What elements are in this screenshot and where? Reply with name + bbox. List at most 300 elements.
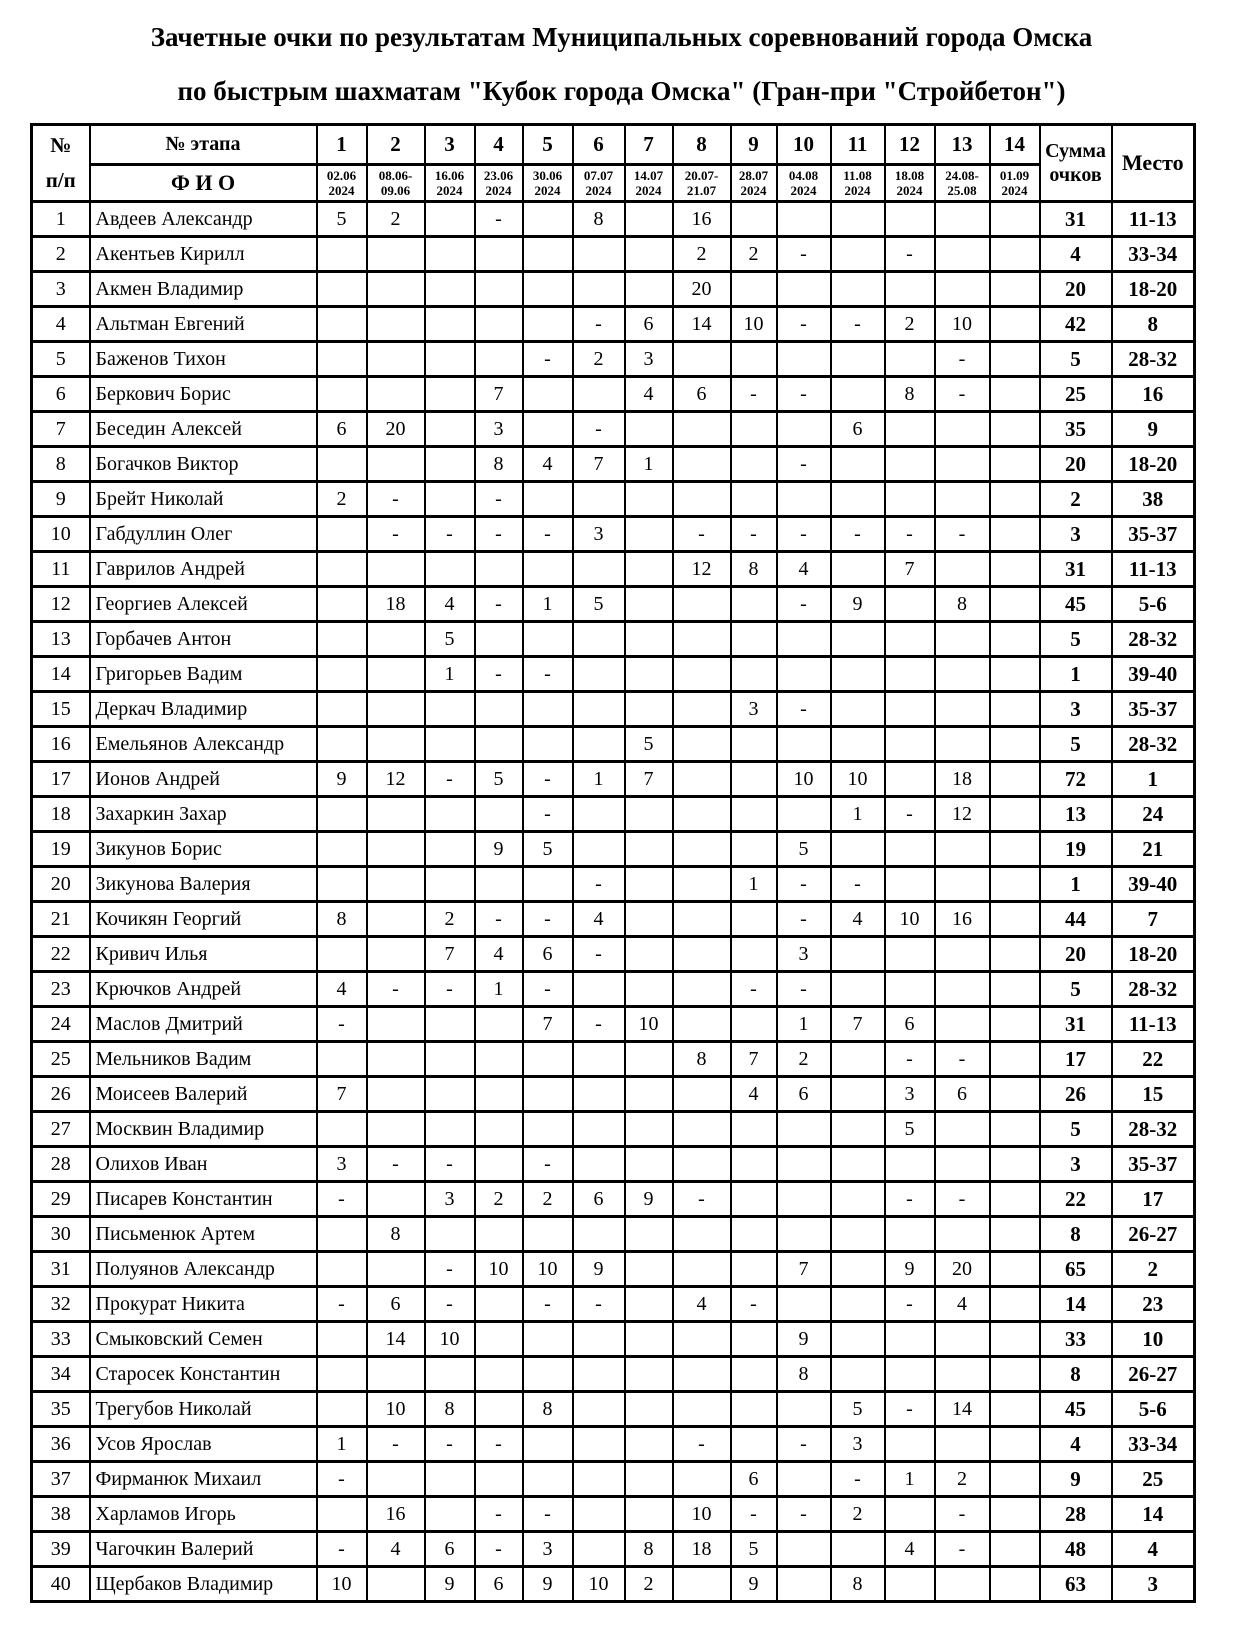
score-cell [573,552,625,587]
header-row-dates [32,165,1195,202]
score-cell: 3 [425,1182,475,1217]
score-cell: 9 [425,1567,475,1602]
score-cell [731,727,777,762]
score-cell [573,622,625,657]
place-cell: 2 [1112,1252,1195,1287]
score-cell: 18 [367,587,425,622]
score-cell [523,307,573,342]
score-cell: 7 [625,762,673,797]
score-cell [777,657,831,692]
row-number-cell: 39 [32,1532,90,1567]
score-cell: 4 [935,1287,990,1322]
score-cell [425,867,475,902]
row-number-cell: 33 [32,1322,90,1357]
score-cell [831,692,885,727]
score-cell [523,1357,573,1392]
score-cell: 10 [425,1322,475,1357]
player-name-cell: Смыковский Семен [90,1322,317,1357]
score-cell: - [731,517,777,552]
table-row [32,832,1195,867]
score-cell: 8 [367,1217,425,1252]
score-cell: - [425,1147,475,1182]
score-cell [625,832,673,867]
score-cell: - [425,1287,475,1322]
score-cell [523,1462,573,1497]
score-cell [425,377,475,412]
score-cell [885,587,935,622]
score-cell: 5 [731,1532,777,1567]
score-cell [367,447,425,482]
table-row [32,412,1195,447]
score-cell [990,1322,1040,1357]
score-cell [425,307,475,342]
score-cell: 14 [935,1392,990,1427]
stage-number-header: 9 [731,125,777,165]
place-cell: 39-40 [1112,867,1195,902]
score-cell: 7 [475,377,523,412]
player-name-cell: Писарев Константин [90,1182,317,1217]
score-cell [831,1147,885,1182]
score-cell [990,1252,1040,1287]
place-cell: 18-20 [1112,272,1195,307]
score-cell [425,1462,475,1497]
score-cell [317,1497,367,1532]
score-cell: - [777,692,831,727]
score-cell [831,1077,885,1112]
score-cell: 9 [731,1567,777,1602]
row-number-cell: 27 [32,1112,90,1147]
score-cell: 8 [777,1357,831,1392]
place-cell: 8 [1112,307,1195,342]
score-cell [935,237,990,272]
score-cell: - [935,1182,990,1217]
score-cell [573,1217,625,1252]
score-cell: 16 [935,902,990,937]
score-cell [990,1042,1040,1077]
score-cell: - [777,447,831,482]
score-cell [425,272,475,307]
score-cell [573,692,625,727]
score-cell [625,1427,673,1462]
score-cell: 4 [625,377,673,412]
score-cell [573,1392,625,1427]
row-number-cell: 19 [32,832,90,867]
place-cell: 11-13 [1112,1007,1195,1042]
score-cell [523,202,573,237]
score-cell [475,1392,523,1427]
table-row [32,1462,1195,1497]
row-number-cell: 24 [32,1007,90,1042]
table-row [32,867,1195,902]
table-row [32,797,1195,832]
table-row [32,727,1195,762]
score-cell [673,1322,731,1357]
score-cell: - [935,377,990,412]
score-cell: - [475,657,523,692]
score-cell: - [777,867,831,902]
stage-number-header: 14 [990,125,1040,165]
score-cell: 4 [731,1077,777,1112]
score-cell [475,1322,523,1357]
score-cell [673,797,731,832]
score-cell [317,237,367,272]
player-name-cell: Мельников Вадим [90,1042,317,1077]
score-cell [990,237,1040,272]
score-cell [831,622,885,657]
table-row [32,1182,1195,1217]
score-cell [673,692,731,727]
score-cell: 2 [673,237,731,272]
stage-date-header: 28.07 2024 [731,165,777,202]
stage-date-header: 11.08 2024 [831,165,885,202]
score-cell [990,972,1040,1007]
score-cell: 5 [625,727,673,762]
score-cell: - [317,1287,367,1322]
score-cell: - [573,412,625,447]
score-cell: 1 [625,447,673,482]
score-cell: 20 [935,1252,990,1287]
place-cell: 11-13 [1112,552,1195,587]
place-cell: 28-32 [1112,342,1195,377]
score-cell: 4 [831,902,885,937]
table-row [32,1252,1195,1287]
score-cell [990,937,1040,972]
score-cell [573,797,625,832]
row-number-cell: 37 [32,1462,90,1497]
table-row [32,1077,1195,1112]
score-cell [731,1427,777,1462]
score-cell [523,1112,573,1147]
score-cell: 10 [317,1567,367,1602]
score-cell: 8 [731,552,777,587]
score-cell: - [573,867,625,902]
stage-number-header: 8 [673,125,731,165]
score-cell [317,272,367,307]
row-number-cell: 40 [32,1567,90,1602]
score-cell: 6 [367,1287,425,1322]
player-name-cell: Фирманюк Михаил [90,1462,317,1497]
score-cell [885,272,935,307]
place-cell: 5-6 [1112,1392,1195,1427]
score-cell [475,1147,523,1182]
score-cell [731,1007,777,1042]
score-cell: 1 [777,1007,831,1042]
score-cell [475,1462,523,1497]
score-cell [573,482,625,517]
row-number-cell: 6 [32,377,90,412]
player-name-cell: Щербаков Владимир [90,1567,317,1602]
score-cell [731,482,777,517]
score-cell [673,1112,731,1147]
score-cell [523,1042,573,1077]
score-cell: 6 [625,307,673,342]
score-cell: 1 [317,1427,367,1462]
stage-date-header: 23.06 2024 [475,165,523,202]
place-cell: 28-32 [1112,972,1195,1007]
score-cell: - [475,1427,523,1462]
score-cell: 6 [673,377,731,412]
results-table [30,123,1196,1603]
score-cell [831,1287,885,1322]
score-cell [367,307,425,342]
player-name-cell: Москвин Владимир [90,1112,317,1147]
score-cell: 5 [573,587,625,622]
score-cell [573,1497,625,1532]
score-cell [935,1357,990,1392]
player-name-cell: Письменюк Артем [90,1217,317,1252]
sum-cell: 31 [1040,552,1112,587]
score-cell: - [317,1007,367,1042]
sum-cell: 33 [1040,1322,1112,1357]
score-cell [475,692,523,727]
score-cell [573,727,625,762]
score-cell [990,1357,1040,1392]
score-cell [625,902,673,937]
score-cell [673,622,731,657]
player-name-cell: Крючков Андрей [90,972,317,1007]
score-cell [885,1497,935,1532]
table-row [32,657,1195,692]
score-cell [625,412,673,447]
place-cell: 21 [1112,832,1195,867]
row-number-cell: 12 [32,587,90,622]
score-cell [317,1357,367,1392]
score-cell: 8 [475,447,523,482]
score-cell [990,272,1040,307]
score-cell: 10 [523,1252,573,1287]
score-cell [625,587,673,622]
stage-number-header: 12 [885,125,935,165]
score-cell [990,622,1040,657]
sum-cell: 45 [1040,1392,1112,1427]
score-cell [990,482,1040,517]
place-cell: 1 [1112,762,1195,797]
stage-number-header: 1 [317,125,367,165]
score-cell [573,1427,625,1462]
table-row [32,447,1195,482]
score-cell: 2 [885,307,935,342]
score-cell [990,902,1040,937]
score-cell: 4 [885,1532,935,1567]
score-cell: 5 [425,622,475,657]
score-cell [885,622,935,657]
score-cell [523,1217,573,1252]
score-cell [831,482,885,517]
score-cell [885,1217,935,1252]
score-cell: 4 [425,587,475,622]
place-cell: 22 [1112,1042,1195,1077]
score-cell [731,1217,777,1252]
row-number-cell: 5 [32,342,90,377]
score-cell: 2 [475,1182,523,1217]
score-cell [731,902,777,937]
score-cell [475,1357,523,1392]
score-cell: - [475,1532,523,1567]
table-row [32,1392,1195,1427]
table-row [32,202,1195,237]
score-cell [317,1252,367,1287]
score-cell: 10 [475,1252,523,1287]
score-cell [367,1567,425,1602]
place-cell: 23 [1112,1287,1195,1322]
score-cell: 9 [625,1182,673,1217]
score-cell: - [777,1497,831,1532]
score-cell [367,622,425,657]
score-cell: - [731,377,777,412]
score-cell [367,1252,425,1287]
player-name-cell: Георгиев Алексей [90,587,317,622]
score-cell [885,1322,935,1357]
score-cell [731,1357,777,1392]
score-cell [425,1357,475,1392]
score-cell [935,1217,990,1252]
score-cell [935,867,990,902]
table-row [32,517,1195,552]
score-cell [367,1007,425,1042]
score-cell: - [475,902,523,937]
stage-number-header: 6 [573,125,625,165]
score-cell: 4 [673,1287,731,1322]
player-name-cell: Ионов Андрей [90,762,317,797]
sum-cell: 17 [1040,1042,1112,1077]
player-name-cell: Альтман Евгений [90,307,317,342]
table-row [32,342,1195,377]
score-cell [935,727,990,762]
score-cell [885,447,935,482]
score-cell: - [885,1392,935,1427]
score-cell: 6 [831,412,885,447]
score-cell: - [425,1427,475,1462]
score-cell: 7 [425,937,475,972]
score-cell [831,202,885,237]
sum-header-line1: Сумма [1045,140,1106,162]
score-cell: 8 [935,587,990,622]
score-cell: 5 [317,202,367,237]
score-cell [625,1112,673,1147]
score-cell [935,1322,990,1357]
player-name-cell: Харламов Игорь [90,1497,317,1532]
stage-date-header: 18.08 2024 [885,165,935,202]
score-cell: 9 [475,832,523,867]
row-number-cell: 20 [32,867,90,902]
score-cell: 8 [425,1392,475,1427]
player-name-cell: Полуянов Александр [90,1252,317,1287]
score-cell: 3 [885,1077,935,1112]
score-cell [831,937,885,972]
score-cell [831,552,885,587]
sum-cell: 3 [1040,692,1112,727]
score-cell: - [475,517,523,552]
score-cell [990,552,1040,587]
stage-date-header: 08.06- 09.06 [367,165,425,202]
score-cell [935,972,990,1007]
score-cell [317,1217,367,1252]
score-cell: - [573,1287,625,1322]
score-cell: - [523,797,573,832]
player-name-cell: Горбачев Антон [90,622,317,657]
score-cell: - [935,517,990,552]
score-cell [673,727,731,762]
sum-cell: 28 [1040,1497,1112,1532]
score-cell [625,1042,673,1077]
score-cell [367,1077,425,1112]
row-number-cell: 9 [32,482,90,517]
score-cell: 7 [885,552,935,587]
score-cell [990,1217,1040,1252]
score-cell: - [523,517,573,552]
score-cell: - [777,307,831,342]
stage-date-header: 01.09 2024 [990,165,1040,202]
score-cell [317,342,367,377]
score-cell [367,867,425,902]
stage-label-header: № этапа [90,125,317,165]
score-cell [625,1287,673,1322]
score-cell [731,1112,777,1147]
score-cell [317,1042,367,1077]
place-cell: 33-34 [1112,1427,1195,1462]
score-cell: - [425,762,475,797]
score-cell [831,1322,885,1357]
stage-number-header: 5 [523,125,573,165]
score-cell [935,1112,990,1147]
score-cell [673,972,731,1007]
place-cell: 15 [1112,1077,1195,1112]
place-cell: 3 [1112,1567,1195,1602]
score-cell [935,622,990,657]
score-cell [935,1007,990,1042]
score-cell: - [317,1532,367,1567]
score-cell [673,1462,731,1497]
score-cell [523,552,573,587]
table-row [32,272,1195,307]
score-cell: - [523,1287,573,1322]
player-name-cell: Трегубов Николай [90,1392,317,1427]
score-cell: 16 [367,1497,425,1532]
score-cell [885,867,935,902]
table-row [32,1357,1195,1392]
table-row [32,1567,1195,1602]
row-number-cell: 34 [32,1357,90,1392]
sum-cell: 48 [1040,1532,1112,1567]
stage-number-header: 2 [367,125,425,165]
table-row [32,482,1195,517]
score-cell: 10 [777,762,831,797]
score-cell [475,1042,523,1077]
score-cell: 3 [523,1532,573,1567]
score-cell: 5 [475,762,523,797]
player-name-cell: Деркач Владимир [90,692,317,727]
score-cell [777,622,831,657]
score-cell: 12 [673,552,731,587]
sum-cell: 20 [1040,447,1112,482]
score-cell [367,552,425,587]
sum-cell: 5 [1040,727,1112,762]
table-row [32,1147,1195,1182]
row-number-cell: 16 [32,727,90,762]
sum-cell: 72 [1040,762,1112,797]
score-cell [425,1042,475,1077]
score-cell [935,552,990,587]
score-cell [831,832,885,867]
score-cell [317,727,367,762]
row-number-cell: 3 [32,272,90,307]
place-cell: 16 [1112,377,1195,412]
score-cell [425,447,475,482]
row-number-cell: 28 [32,1147,90,1182]
document-title-line2: по быстрым шахматам "Кубок города Омска" (Гран-при "Стройбетон") [177,76,1066,106]
score-cell: 2 [831,1497,885,1532]
sum-cell: 5 [1040,972,1112,1007]
